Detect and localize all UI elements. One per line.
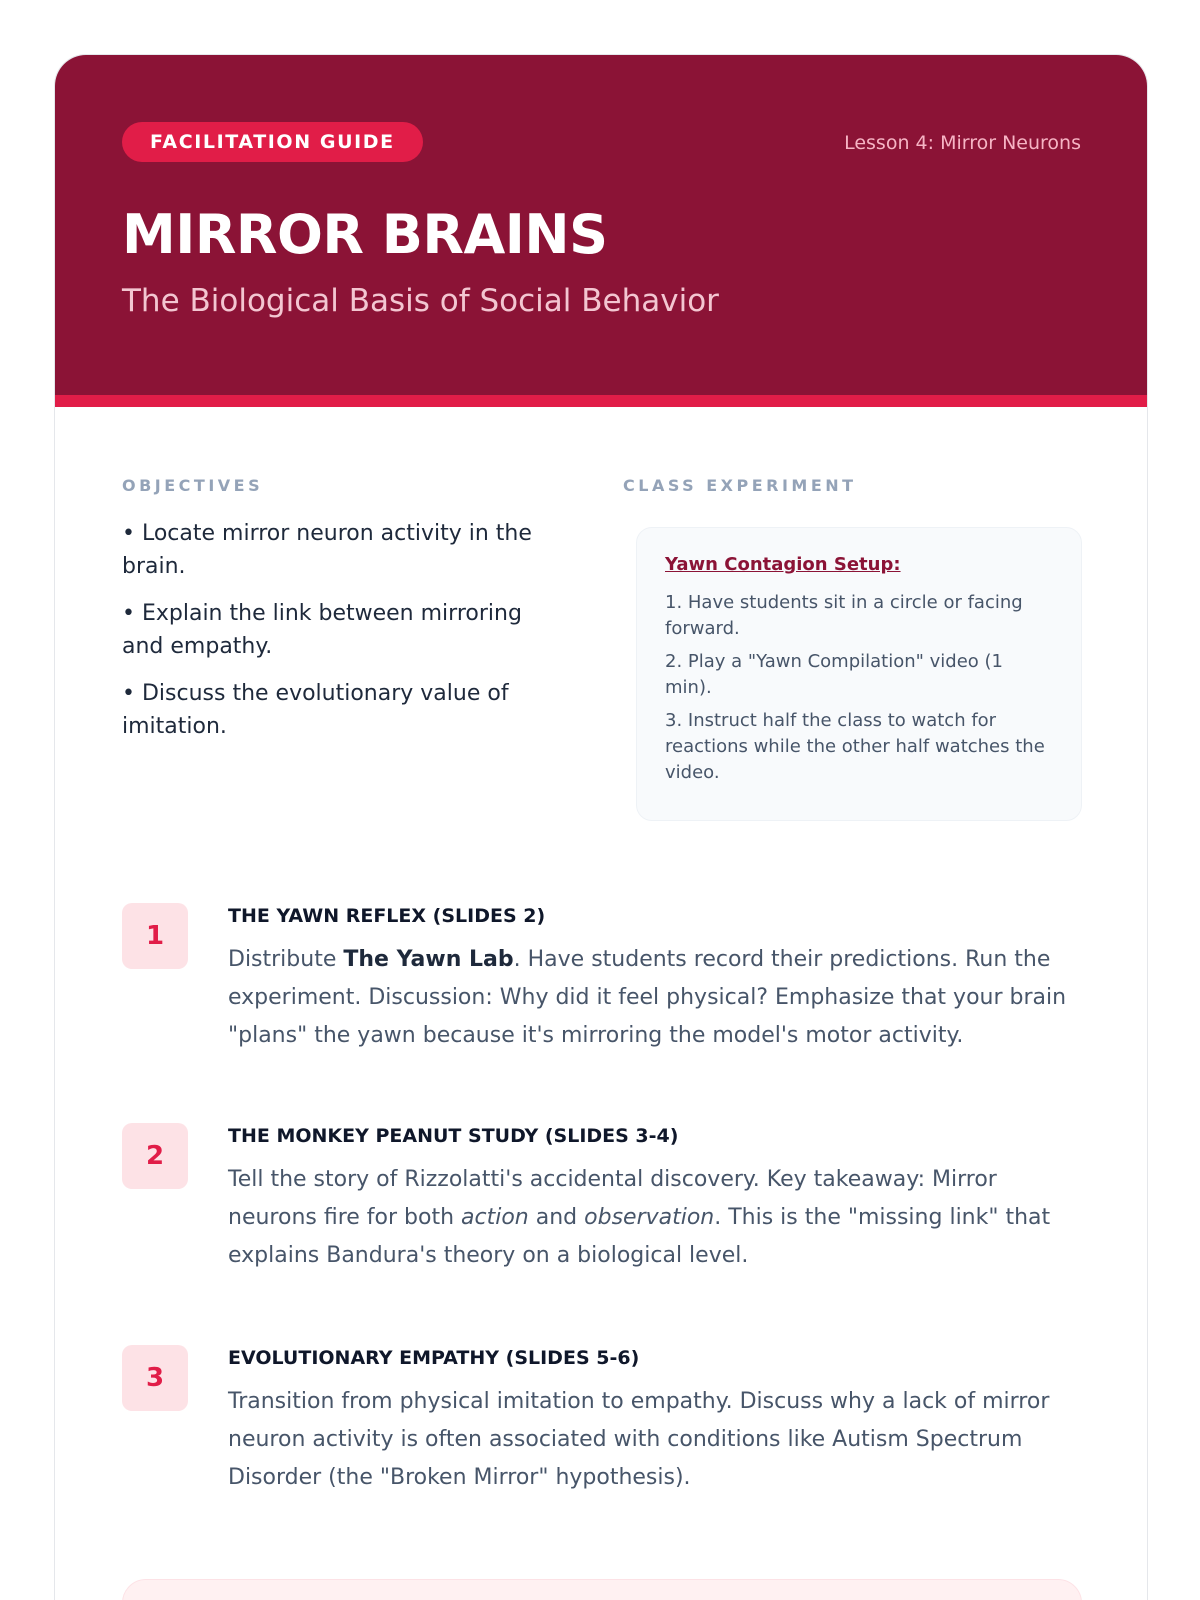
hero-header: [55, 55, 1147, 407]
objectives-list: [122, 517, 562, 757]
objective-item: • Discuss the evolutionary value of imitation.: [122, 681, 509, 739]
step-title: THE YAWN REFLEX (SLIDES 2): [228, 905, 546, 927]
guide-card: [54, 54, 1148, 1600]
page-subtitle: The Biological Basis of Social Behavior: [122, 283, 719, 319]
experiment-step: 2. Play a "Yawn Compilation" video (1 min).: [665, 651, 1004, 698]
page-title: MIRROR BRAINS: [122, 203, 608, 266]
step-description: [228, 1161, 1088, 1275]
objective-item: • Explain the link between mirroring and empathy.: [122, 601, 522, 659]
step-text-bold: The Yawn Lab: [343, 947, 514, 972]
step-text-part: . Have students record their predictions. Run the experiment. Discussion: Why did it feel physical? Emphasize that your brain "plans" the yawn because it's mirroring the model's motor activity.: [228, 947, 1067, 1048]
step-text-part: and: [528, 1205, 585, 1230]
step-text-emphasis: observation: [584, 1205, 715, 1230]
step-text-emphasis: action: [461, 1205, 529, 1230]
step-description: Transition from physical imitation to empathy. Discuss why a lack of mirror neuron activity is often associated with conditions like Autism Spectrum Disorder (the "Broken Mirror" hypothesis).: [228, 1389, 1050, 1490]
step-title: THE MONKEY PEANUT STUDY (SLIDES 3-4): [228, 1125, 679, 1147]
step-text-part: Tell the story of Rizzolatti's accidental discovery. Key takeaway: Mirror neurons fire for both: [228, 1167, 997, 1230]
class-experiment-heading: CLASS EXPERIMENT: [623, 476, 857, 495]
step-title: EVOLUTIONARY EMPATHY (SLIDES 5-6): [228, 1347, 640, 1369]
experiment-step: 3. Instruct half the class to watch for reactions while the other half watches the video.: [665, 710, 1045, 783]
bottom-callout-box: [122, 1579, 1082, 1600]
objectives-heading: OBJECTIVES: [122, 476, 264, 495]
step-description: [228, 941, 1088, 1055]
lesson-label: Lesson 4: Mirror Neurons: [844, 132, 1081, 154]
objective-item: • Locate mirror neuron activity in the brain.: [122, 521, 532, 579]
experiment-step: 1. Have students sit in a circle or facing forward.: [665, 592, 1023, 639]
step-text-part: Distribute: [228, 947, 344, 972]
step-number: 2: [122, 1123, 188, 1189]
step-number: 1: [122, 903, 188, 969]
step-number: 3: [122, 1345, 188, 1411]
step-text-part: . This is the "missing link" that explains Bandura's theory on a biological level.: [228, 1205, 1051, 1268]
experiment-box: [636, 527, 1082, 821]
experiment-title: Yawn Contagion Setup:: [665, 554, 901, 575]
experiment-steps: [665, 590, 1053, 786]
facilitation-guide-badge: FACILITATION GUIDE: [122, 122, 423, 162]
